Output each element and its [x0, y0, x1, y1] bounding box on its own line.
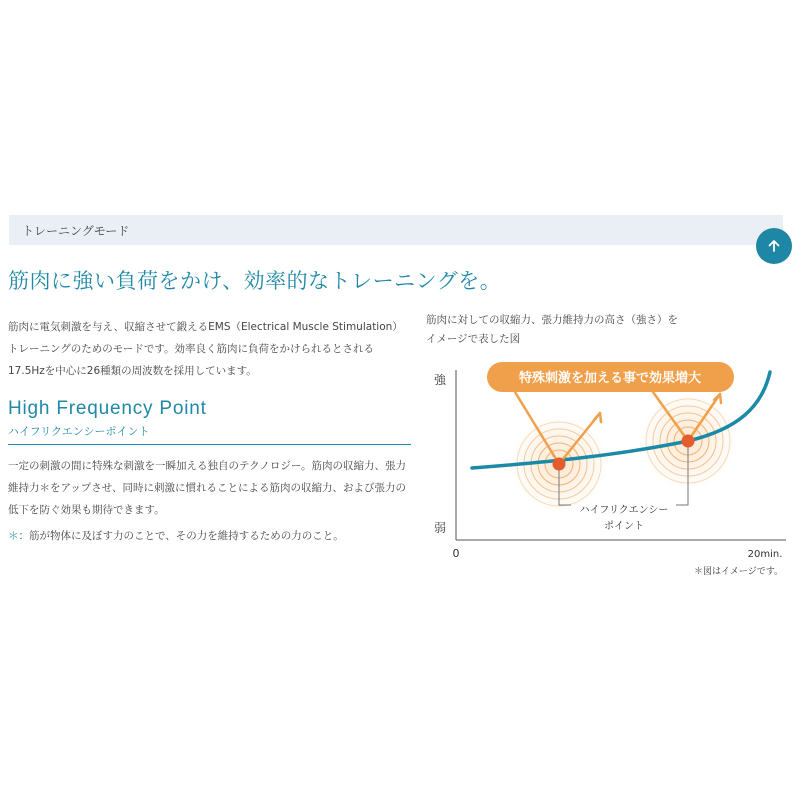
divider: [8, 444, 411, 445]
chart-note: ＊図はイメージです。: [693, 567, 783, 577]
intensity-diagram: [420, 355, 800, 585]
chart-caption-line-1: 筋肉に対しての収縮力、張力維持力の高さ（強さ）を: [426, 314, 678, 326]
x-axis-end-label: 20min.: [747, 549, 783, 560]
chart-caption: [426, 311, 766, 349]
x-axis-start-label: 0: [452, 547, 460, 560]
arrow-up-icon: [766, 238, 782, 254]
y-axis-bottom-label: 弱: [433, 521, 447, 535]
high-frequency-subtitle: ハイフリクエンシーポイント: [8, 425, 150, 438]
footnote-mark: ＊: [8, 530, 19, 542]
chart-caption-line-2: イメージで表した図: [426, 333, 521, 345]
section-header: [9, 215, 783, 245]
high-frequency-point-1: [553, 458, 566, 471]
point-label-line-1: ハイフリクエンシー: [579, 505, 669, 516]
headline: 筋肉に強い負荷をかけ、効率的なトレーニングを。: [8, 269, 502, 293]
high-frequency-point-2: [682, 435, 695, 448]
effect-banner: [487, 362, 734, 392]
footnote: [8, 525, 408, 547]
footnote-text: ：筋が物体に及ぼす力のことで、その力を維持するための力のこと。: [18, 530, 344, 542]
effect-banner-label: 特殊刺激を加える事で効果増大: [518, 371, 702, 386]
y-axis-top-label: 強: [433, 373, 447, 387]
section-title: トレーニングモード: [22, 224, 130, 238]
intro-text: 筋肉に電気刺激を与え、収縮させて鍛えるEMS（Electrical Muscle Stimulation）トレーニングのためのモードです。効率良く筋肉に負荷をかけられるとされる17.5Hzを中心に26種類の周波数を採用しています。: [8, 321, 403, 377]
high-frequency-body: 一定の刺激の間に特殊な刺激を一瞬加える独自のテクノロジー。筋肉の収縮力、張力維持力＊をアップさせ、同時に刺激に慣れることによる筋肉の収縮力、および張力の低下を防ぐ効果も期待できます。: [8, 460, 406, 516]
point-label-line-2: ポイント: [604, 521, 644, 532]
scroll-to-top-button[interactable]: [756, 228, 792, 264]
high-frequency-title: High Frequency Point: [8, 398, 207, 419]
